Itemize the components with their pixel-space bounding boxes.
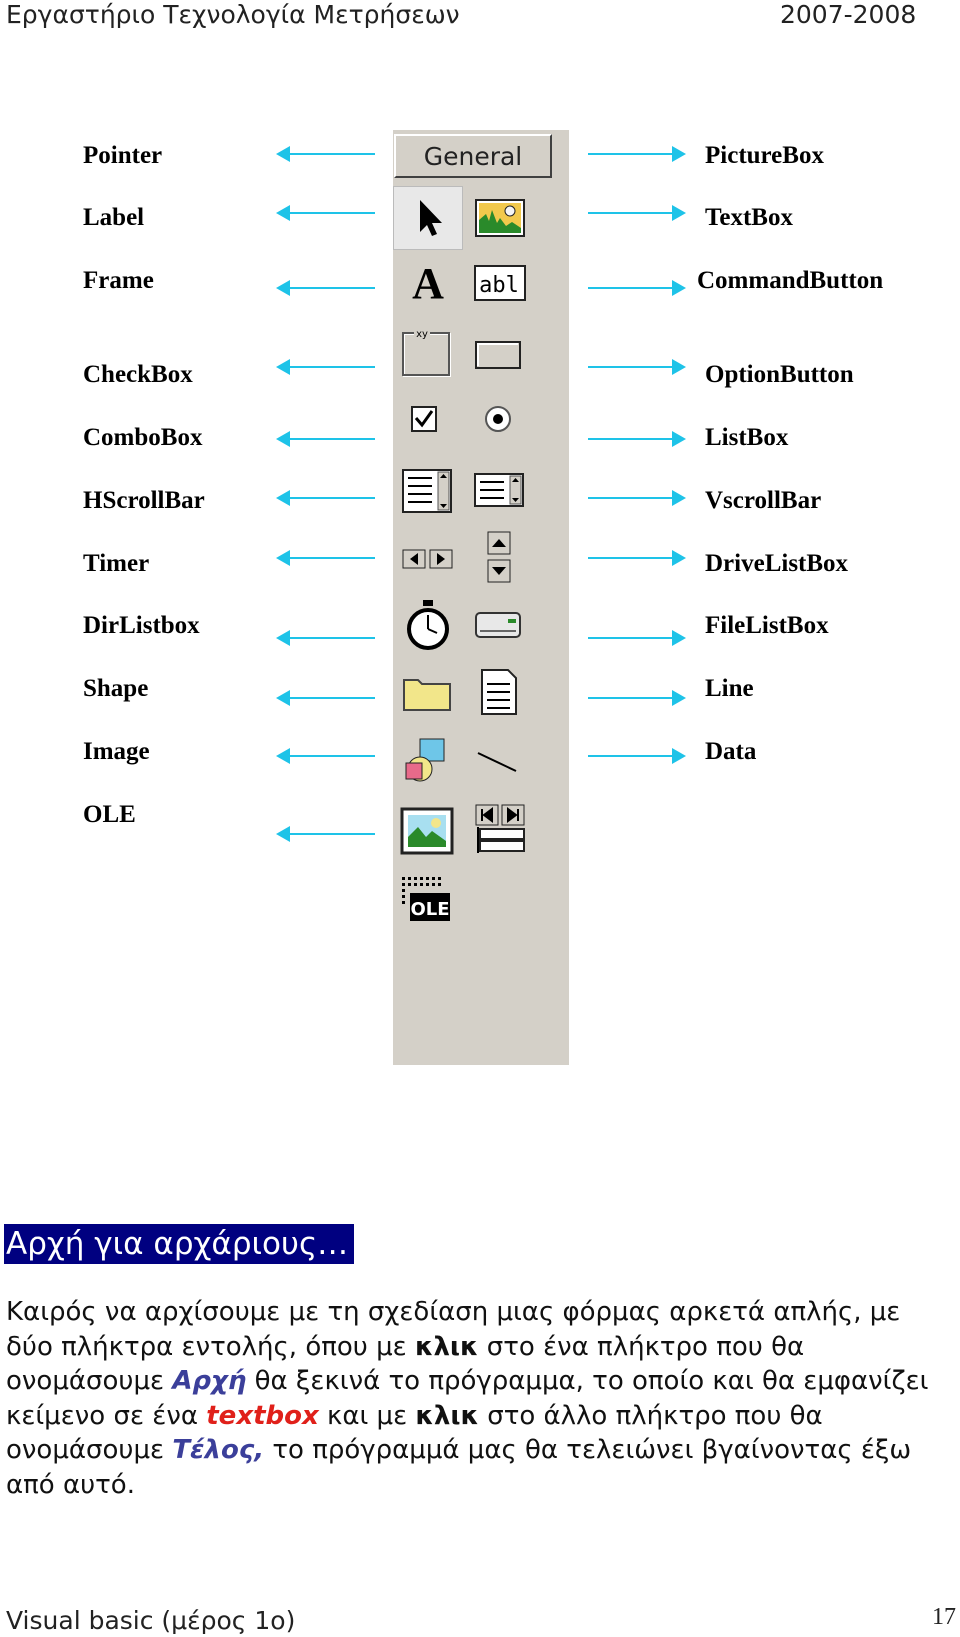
section-heading: Αρχή για αρχάριους… [4, 1224, 354, 1264]
arrow-shape [276, 690, 375, 706]
arrow-commandbutton [588, 280, 686, 296]
arrow-listbox [588, 431, 686, 447]
data-icon[interactable] [472, 803, 528, 859]
drivelistbox-icon[interactable] [472, 597, 528, 653]
ole-icon[interactable] [400, 873, 456, 929]
body-text-3: θα ξεκινά το πρόγραμμα, το οποίο και θα εμφανίζει κείμενο σε ένα [6, 1366, 929, 1431]
listbox-icon[interactable] [472, 462, 528, 518]
label-combobox: ComboBox [83, 424, 203, 451]
frame-icon[interactable] [400, 326, 456, 382]
arrow-ole [276, 826, 375, 842]
arrow-dirlistbox [276, 630, 375, 646]
label-label: Label [83, 204, 145, 231]
arrow-picturebox [588, 146, 686, 162]
line-icon[interactable] [472, 733, 528, 789]
combobox-icon[interactable] [400, 462, 456, 518]
body-text-4: και με [318, 1400, 416, 1431]
body-text-2: στο ένα πλήκτρο που θα ονομάσουμε [6, 1331, 805, 1396]
picturebox-icon[interactable] [472, 190, 528, 246]
label-commandbutton: CommandButton [697, 267, 884, 294]
label-drivelistbox: DriveListBox [705, 550, 849, 577]
arrow-label [276, 205, 375, 221]
arrow-line [588, 690, 686, 706]
footer-title: Visual basic (μέρος 1ο) [6, 1606, 296, 1635]
label-ole: OLE [83, 801, 136, 828]
hscrollbar-icon[interactable] [400, 530, 456, 586]
textbox-icon[interactable] [472, 256, 528, 312]
arrow-timer [276, 550, 375, 566]
label-textbox: TextBox [705, 204, 793, 231]
filelistbox-icon[interactable] [472, 664, 528, 720]
arrow-filelistbox [588, 630, 686, 646]
arrow-checkbox [276, 359, 375, 375]
label-data: Data [705, 738, 757, 765]
arrow-image [276, 748, 375, 764]
body-paragraph [6, 1295, 951, 1502]
general-tab[interactable]: General [394, 134, 552, 178]
label-timer: Timer [83, 550, 150, 577]
label-frame: Frame [83, 267, 154, 294]
keyword-end: Τέλος, [172, 1435, 265, 1465]
keyword-start: Αρχή [172, 1366, 247, 1396]
keyword-textbox: textbox [206, 1400, 319, 1431]
label-checkbox: CheckBox [83, 361, 193, 388]
label-filelistbox: FileListBox [705, 612, 829, 639]
header-year: 2007-2008 [780, 0, 917, 29]
arrow-vscrollbar [588, 490, 686, 506]
label-line: Line [705, 675, 754, 702]
label-listbox: ListBox [705, 424, 789, 451]
label-vscrollbar: VscrollBar [705, 487, 822, 514]
checkbox-icon[interactable] [400, 393, 456, 449]
body-text-5: στο άλλο πλήκτρο που θα ονομάσουμε [6, 1400, 823, 1465]
body-text-6: το πρόγραμμά μας θα τελειώνει βγαίνοντας έξω από αυτό. [6, 1435, 912, 1500]
arrow-combobox [276, 431, 375, 447]
optionbutton-icon[interactable] [472, 393, 528, 449]
svg-text:OLE: OLE [410, 899, 450, 920]
header-title: Εργαστήριο Τεχνολογία Μετρήσεων [6, 0, 460, 29]
arrow-drivelistbox [588, 550, 686, 566]
label-pointer: Pointer [83, 142, 163, 169]
arrow-hscrollbar [276, 490, 375, 506]
keyword-click-1: κλικ [414, 1331, 479, 1362]
arrow-optionbutton [588, 359, 686, 375]
vscrollbar-icon[interactable] [472, 530, 528, 586]
svg-text:A: A [412, 259, 444, 308]
arrow-textbox [588, 205, 686, 221]
arrow-data [588, 748, 686, 764]
label-dirlistbox: DirListbox [83, 612, 200, 639]
image-icon[interactable] [400, 803, 456, 859]
shape-icon[interactable] [400, 733, 456, 789]
dirlistbox-icon[interactable] [400, 664, 456, 720]
keyword-click-2: κλικ [415, 1400, 479, 1431]
label-icon[interactable] [400, 256, 456, 312]
svg-text:abl: abl [479, 273, 519, 298]
label-picturebox: PictureBox [705, 142, 824, 169]
commandbutton-icon[interactable] [472, 326, 528, 382]
body-text-1: Καιρός να αρχίσουμε με τη σχεδίαση μιας φόρμας αρκετά απλής, με δύο πλήκτρα εντολής, όπου με [6, 1297, 901, 1362]
label-optionbutton: OptionButton [705, 361, 854, 388]
arrow-pointer [276, 146, 375, 162]
label-image: Image [83, 738, 150, 765]
pointer-icon[interactable] [400, 190, 456, 246]
page-number: 17 [932, 1604, 956, 1630]
label-shape: Shape [83, 675, 149, 702]
timer-icon[interactable] [400, 597, 456, 653]
arrow-frame [276, 280, 375, 296]
label-hscrollbar: HScrollBar [83, 487, 205, 514]
svg-text:xy: xy [416, 329, 428, 340]
